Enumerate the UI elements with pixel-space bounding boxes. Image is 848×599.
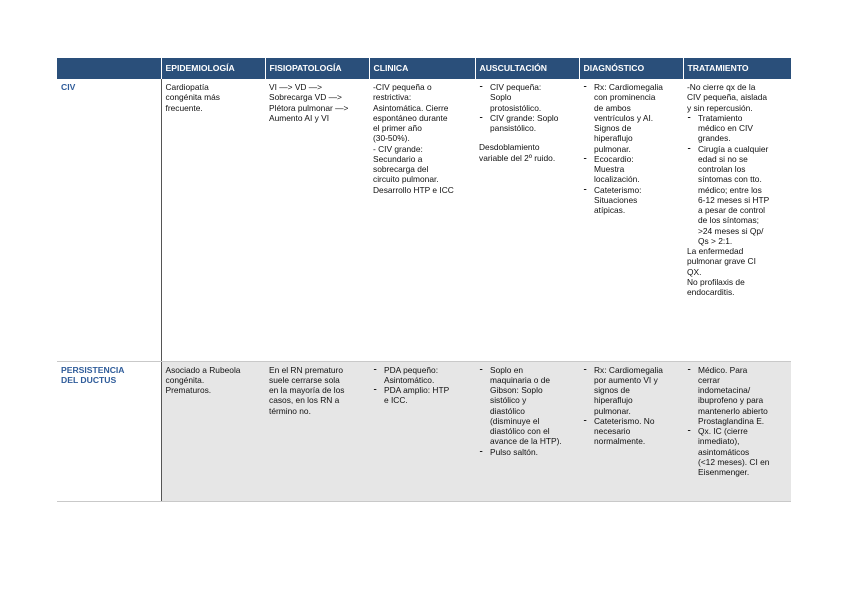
civ-auscultacion-list [479, 82, 575, 133]
spacer [479, 133, 575, 142]
dash-bullet-icon: ⁃ [687, 364, 692, 375]
list-item [479, 365, 575, 447]
header-diagnostico: DIAGNÓSTICO [579, 58, 683, 79]
civ-tratamiento-outro: La enfermedad pulmonar grave CI QX. No profilaxis de endocarditis. [687, 246, 756, 297]
dash-bullet-icon: ⁃ [583, 82, 588, 92]
civ-auscultacion-cell [475, 79, 579, 361]
pda-diagnostico-list [583, 365, 679, 447]
header-clinica: CLINICA [369, 58, 475, 79]
list-item [373, 385, 471, 406]
row-heading-civ: CIV [57, 79, 161, 361]
dash-bullet-icon: ⁃ [373, 364, 378, 375]
civ-auscultacion-extra: Desdoblamiento variable del 2º ruido. [479, 142, 556, 163]
list-item-text: Soplo en maquinaria o de Gibson: Soplo sistólico y diastólico (disminuye el diastólico con el avance de la HTP). [490, 364, 562, 447]
list-item [583, 365, 679, 416]
row-heading-pda: PERSISTENCIA DEL DUCTUS [57, 361, 161, 501]
list-item-text: Rx: Cardiomegalia por aumento VI y signos de hiperaflujo pulmonar. [594, 364, 663, 416]
pda-epidemiologia-cell: Asociado a Rubeola congénita. Prematuros. [161, 361, 265, 501]
list-item [583, 154, 679, 185]
list-item [687, 144, 787, 247]
list-item-text: CIV grande: Soplo pansistólico. [490, 112, 559, 133]
list-item-text: Ecocardio: Muestra localización. [594, 153, 640, 185]
list-item [479, 82, 575, 113]
dash-bullet-icon: ⁃ [583, 415, 588, 426]
list-item-text: Tratamiento médico en CIV grandes. [698, 112, 753, 144]
civ-diagnostico-list [583, 82, 679, 215]
header-epidemiologia: EPIDEMIOLOGÍA [161, 58, 265, 79]
civ-diagnostico-cell [579, 79, 683, 361]
dash-bullet-icon: ⁃ [687, 112, 692, 123]
pda-auscultacion-list [479, 365, 575, 457]
pda-auscultacion-cell [475, 361, 579, 501]
dash-bullet-icon: ⁃ [479, 364, 484, 375]
dash-bullet-icon: ⁃ [583, 153, 588, 164]
dash-bullet-icon: ⁃ [583, 364, 588, 375]
list-item [479, 113, 575, 134]
list-item [687, 365, 787, 427]
list-item [479, 447, 575, 457]
table-row-pda [57, 361, 791, 501]
list-item-text: Qx. IC (cierre inmediato), asintomáticos (<12 meses). CI en Eisenmenger. [698, 426, 770, 477]
dash-bullet-icon: ⁃ [687, 143, 692, 154]
civ-tratamiento-intro: -No cierre qx de la CIV pequeña, aislada y sin repercusión. [687, 82, 768, 113]
header-fisiopatologia: FISIOPATOLOGÍA [265, 58, 369, 79]
table-row-civ [57, 79, 791, 361]
list-item-text: Pulso saltón. [490, 446, 538, 457]
list-item [583, 416, 679, 447]
header-blank [57, 58, 161, 79]
list-item-text: Cateterismo. No necesario normalmente. [594, 415, 655, 447]
list-item [373, 365, 471, 386]
list-item-text: Rx: Cardiomegalia con prominencia de ambos ventrículos y AI. Signos de hiperaflujo pulmonar. [594, 82, 663, 154]
list-item-text: Médico. Para cerrar indometacina/ ibuprofeno y para mantenerlo abierto Prostaglandina E. [698, 364, 768, 426]
header-tratamiento: TRATAMIENTO [683, 58, 791, 79]
dash-bullet-icon: ⁃ [583, 184, 588, 195]
civ-clinica-cell: -CIV pequeña o restrictiva: Asintomática. Cierre espontáneo durante el primer año (30-50%). - CIV grande: Secundario a sobrecarga del circuito pulmonar. Desarrollo HTP e ICC [369, 79, 475, 361]
header-row [57, 58, 791, 79]
header-auscultacion: AUSCULTACIÓN [475, 58, 579, 79]
dash-bullet-icon: ⁃ [373, 385, 378, 395]
pda-diagnostico-cell [579, 361, 683, 501]
pda-tratamiento-cell [683, 361, 791, 501]
civ-fisiopatologia-cell: VI ―> VD ―> Sobrecarga VD ―> Plétora pulmonar ―> Aumento AI y VI [265, 79, 369, 361]
pda-tratamiento-list [687, 365, 787, 478]
list-item-text: Cateterismo: Situaciones atípicas. [594, 184, 642, 215]
list-item [687, 426, 787, 477]
list-item [583, 82, 679, 154]
list-item-text: PDA pequeño: Asintomático. [384, 364, 439, 385]
dash-bullet-icon: ⁃ [687, 426, 692, 436]
civ-epidemiologia-cell: Cardiopatía congénita más frecuente. [161, 79, 265, 361]
pda-clinica-list [373, 365, 471, 406]
list-item-text: PDA amplio: HTP e ICC. [384, 385, 450, 406]
civ-tratamiento-cell [683, 79, 791, 361]
list-item-text: Cirugía a cualquier edad si no se controlan los síntomas con tto. médico; entre los 6-12 meses si HTP a pesar de control de los síntomas; >24 meses si Qp/ Qs > 2:1. [698, 143, 770, 246]
list-item-text: CIV pequeña: Soplo protosistólico. [490, 82, 542, 113]
list-item [687, 113, 787, 144]
cardiopathy-table [57, 58, 791, 502]
pda-clinica-cell [369, 361, 475, 501]
civ-tratamiento-list [687, 113, 787, 246]
list-item [583, 185, 679, 216]
pda-fisiopatologia-cell: En el RN prematuro suele cerrarse sola en la mayoría de los casos, en los RN a término no. [265, 361, 369, 501]
dash-bullet-icon: ⁃ [479, 446, 484, 457]
dash-bullet-icon: ⁃ [479, 112, 484, 123]
dash-bullet-icon: ⁃ [479, 82, 484, 92]
